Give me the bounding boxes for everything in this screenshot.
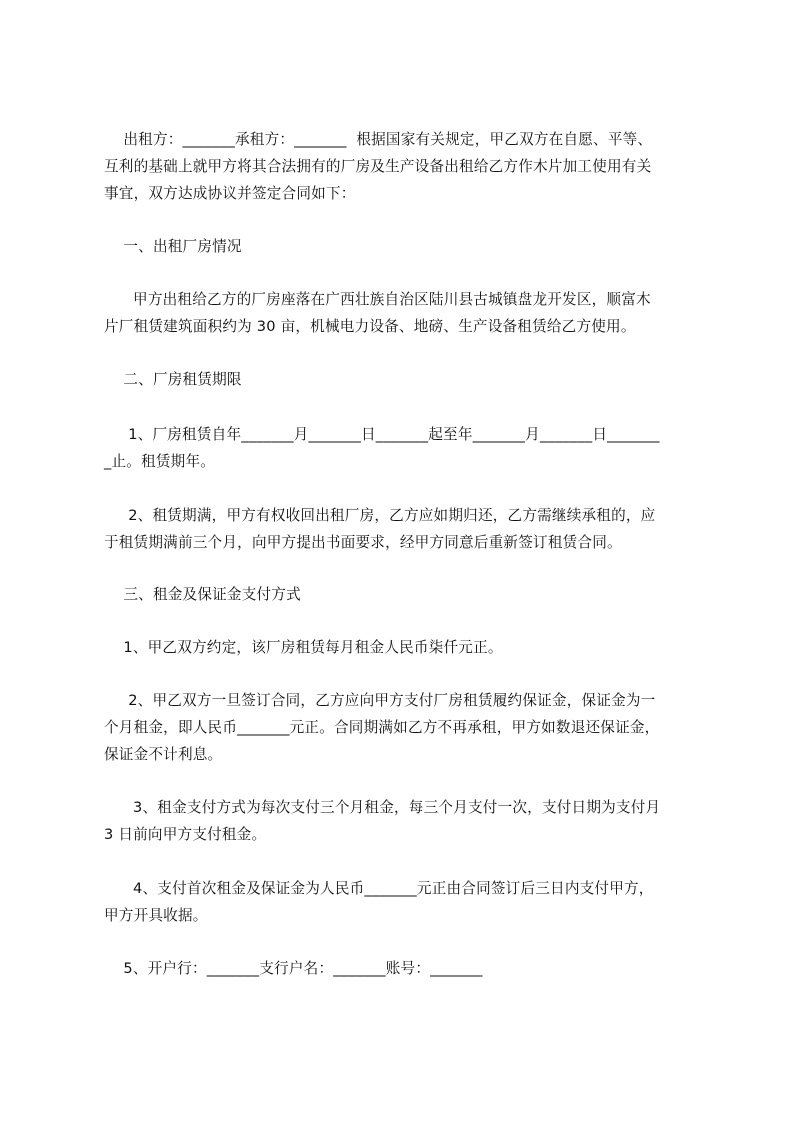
- section-2-title: 二、厂房租赁期限: [104, 371, 242, 388]
- section-3-item-4-line-2: 甲方开具收据。: [104, 907, 208, 924]
- intro-line-3: 事宜，双方达成协议并签定合同如下：: [104, 185, 356, 202]
- section-3-item-1: 1、甲乙双方约定，该厂房租赁每月租金人民币柒仟元正。: [104, 639, 503, 656]
- section-2-item-1-line-1: 1、厂房租赁自年_______月_______日_______起至年_______月_______日_______: [104, 426, 660, 443]
- section-2-item-1-line-2: _止。租赁期年。: [104, 453, 216, 470]
- section-3-item-2-line-3: 保证金不计利息。: [104, 746, 223, 763]
- section-1-title: 一、出租厂房情况: [104, 238, 242, 255]
- intro-line-2: 互利的基础上就甲方将其合法拥有的厂房及生产设备出租给乙方作木片加工使用有关: [104, 158, 652, 175]
- section-3-item-2-line-2: 个月租金，即人民币_______元正。合同期满如乙方不再承租，甲方如数退还保证金，: [104, 719, 660, 736]
- section-1-line-2: 片厂租赁建筑面积约为 30 亩，机械电力设备、地磅、生产设备租赁给乙方使用。: [104, 318, 636, 335]
- section-3-item-4-line-1: 4、支付首次租金及保证金为人民币_______元正由合同签订后三日内支付甲方，: [104, 880, 654, 897]
- section-3-item-3-line-1: 3、租金支付方式为每次支付三个月租金，每三个月支付一次，支付日期为支付月: [104, 799, 661, 816]
- section-2-item-2-line-2: 于租赁期满前三个月，向甲方提出书面要求，经甲方同意后重新签订租赁合同。: [104, 534, 622, 551]
- section-3-item-2-line-1: 2、甲乙双方一旦签订合同，乙方应向甲方支付厂房租赁履约保证金，保证金为一: [104, 692, 656, 709]
- section-3-item-3-line-2: 3 日前向甲方支付租金。: [104, 826, 267, 843]
- section-1-line-1: 甲方出租给乙方的厂房座落在广西壮族自治区陆川县古城镇盘龙开发区，顺富木: [104, 291, 651, 308]
- section-2-item-2-line-1: 2、租赁期满，甲方有权收回出租厂房，乙方应如期归还，乙方需继续承租的，应: [104, 507, 656, 524]
- section-3-title: 三、租金及保证金支付方式: [104, 586, 301, 603]
- intro-line-1: 出租方：_______承租方：_______ 根据国家有关规定，甲乙双方在自愿、平等、: [104, 131, 653, 148]
- section-3-item-5: 5、开户行：_______支行户名：_______账号：_______: [104, 960, 483, 977]
